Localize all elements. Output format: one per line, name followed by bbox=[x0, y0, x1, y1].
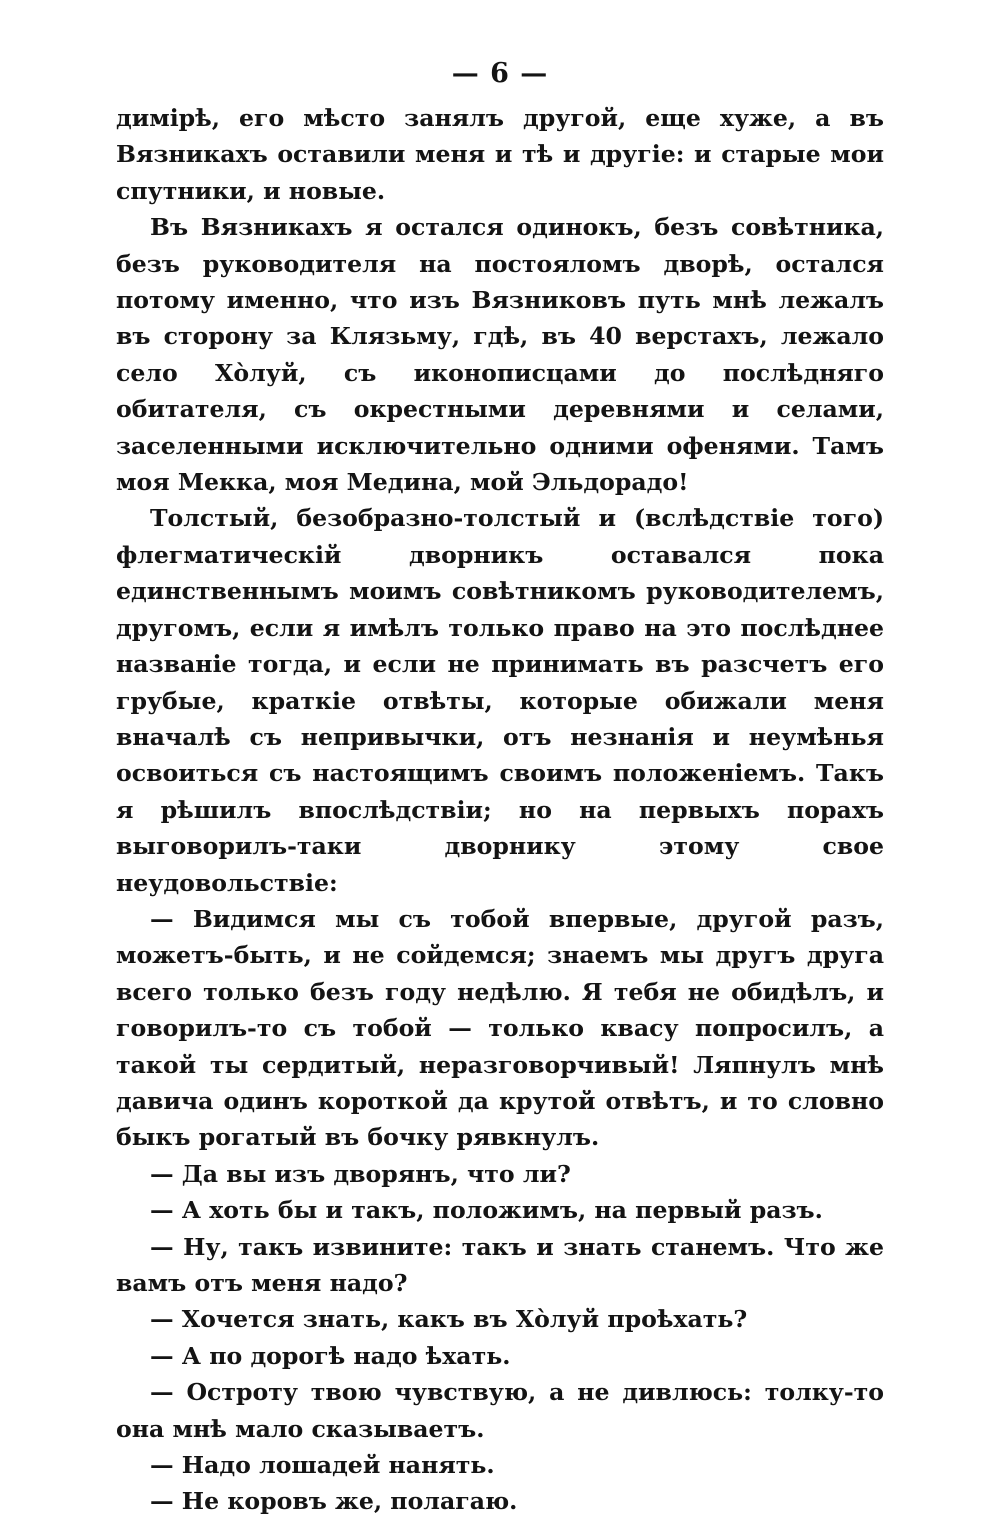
dialogue-line-1: — Видимся мы съ тобой впервые, другой разъ, можетъ-быть, и не сойдемся; знаемъ мы другъ друга всего только безъ году недѣлю. Я тебя не обидѣлъ, и говорилъ-то съ тобой — только квасу попросилъ, а такой ты сердитый, неразговорчивый! Ляпнулъ мнѣ давича одинъ короткой да крутой отвѣтъ, и то словно быкъ рогатый въ бочку рявкнулъ. bbox=[116, 904, 884, 1152]
dialogue-line-3: — А хоть бы и такъ, положимъ, на первый разъ. bbox=[150, 1196, 823, 1225]
dialogue-line-4: — Ну, такъ извините: такъ и знать станемъ. Что же вамъ отъ меня надо? bbox=[116, 1232, 884, 1297]
dialogue-line-9: — Не коровъ же, полагаю. bbox=[150, 1487, 518, 1516]
dialogue-line-6: — А по дорогѣ надо ѣхать. bbox=[150, 1341, 511, 1370]
paragraph-1: димірѣ, его мѣсто занялъ другой, еще хуже, а въ Вязникахъ оставили меня и тѣ и другіе: и старые мои спутники, и новые. bbox=[116, 104, 884, 205]
paragraph-3: Толстый, безобразно-толстый и (вслѣдствіе того) флегматическій дворникъ оставался пока единственнымъ моимъ совѣтникомъ руководителемъ, другомъ, если я имѣлъ только право на это послѣднее названіе тогда, и если не принимать въ разсчетъ его грубые, краткіе отвѣты, которые обижали меня вначалѣ съ непривычки, отъ незнанія и неумѣнья освоиться съ настоящимъ своимъ положеніемъ. Такъ я рѣшилъ впослѣдствіи; но на первыхъ порахъ выговорилъ-таки дворнику этому свое неудовольствіе: bbox=[116, 504, 884, 897]
dialogue-line-5: — Хочется знать, какъ въ Хо̀луй проѣхать? bbox=[150, 1305, 748, 1334]
dialogue-line-7: — Остроту твою чувствую, а не дивлюсь: толку-то она мнѣ мало сказываетъ. bbox=[116, 1378, 884, 1443]
dialogue-line-8: — Надо лошадей нанять. bbox=[150, 1451, 495, 1480]
page-number: — 6 — bbox=[451, 58, 549, 89]
dialogue-line-2: — Да вы изъ дворянъ, что ли? bbox=[150, 1159, 571, 1188]
book-page bbox=[116, 54, 884, 1520]
page-text bbox=[116, 100, 884, 1520]
paragraph-2: Въ Вязникахъ я остался одинокъ, безъ совѣтника, безъ руководителя на постояломъ дворѣ, остался потому именно, что изъ Вязниковъ путь мнѣ лежалъ въ сторону за Клязьму, гдѣ, въ 40 верстахъ, лежало село Хо̀луй, съ иконописцами до послѣдняго обитателя, съ окрестными деревнями и селами, заселенными исключительно одними офенями. Тамъ моя Мекка, моя Медина, мой Эльдорадо! bbox=[116, 213, 884, 497]
